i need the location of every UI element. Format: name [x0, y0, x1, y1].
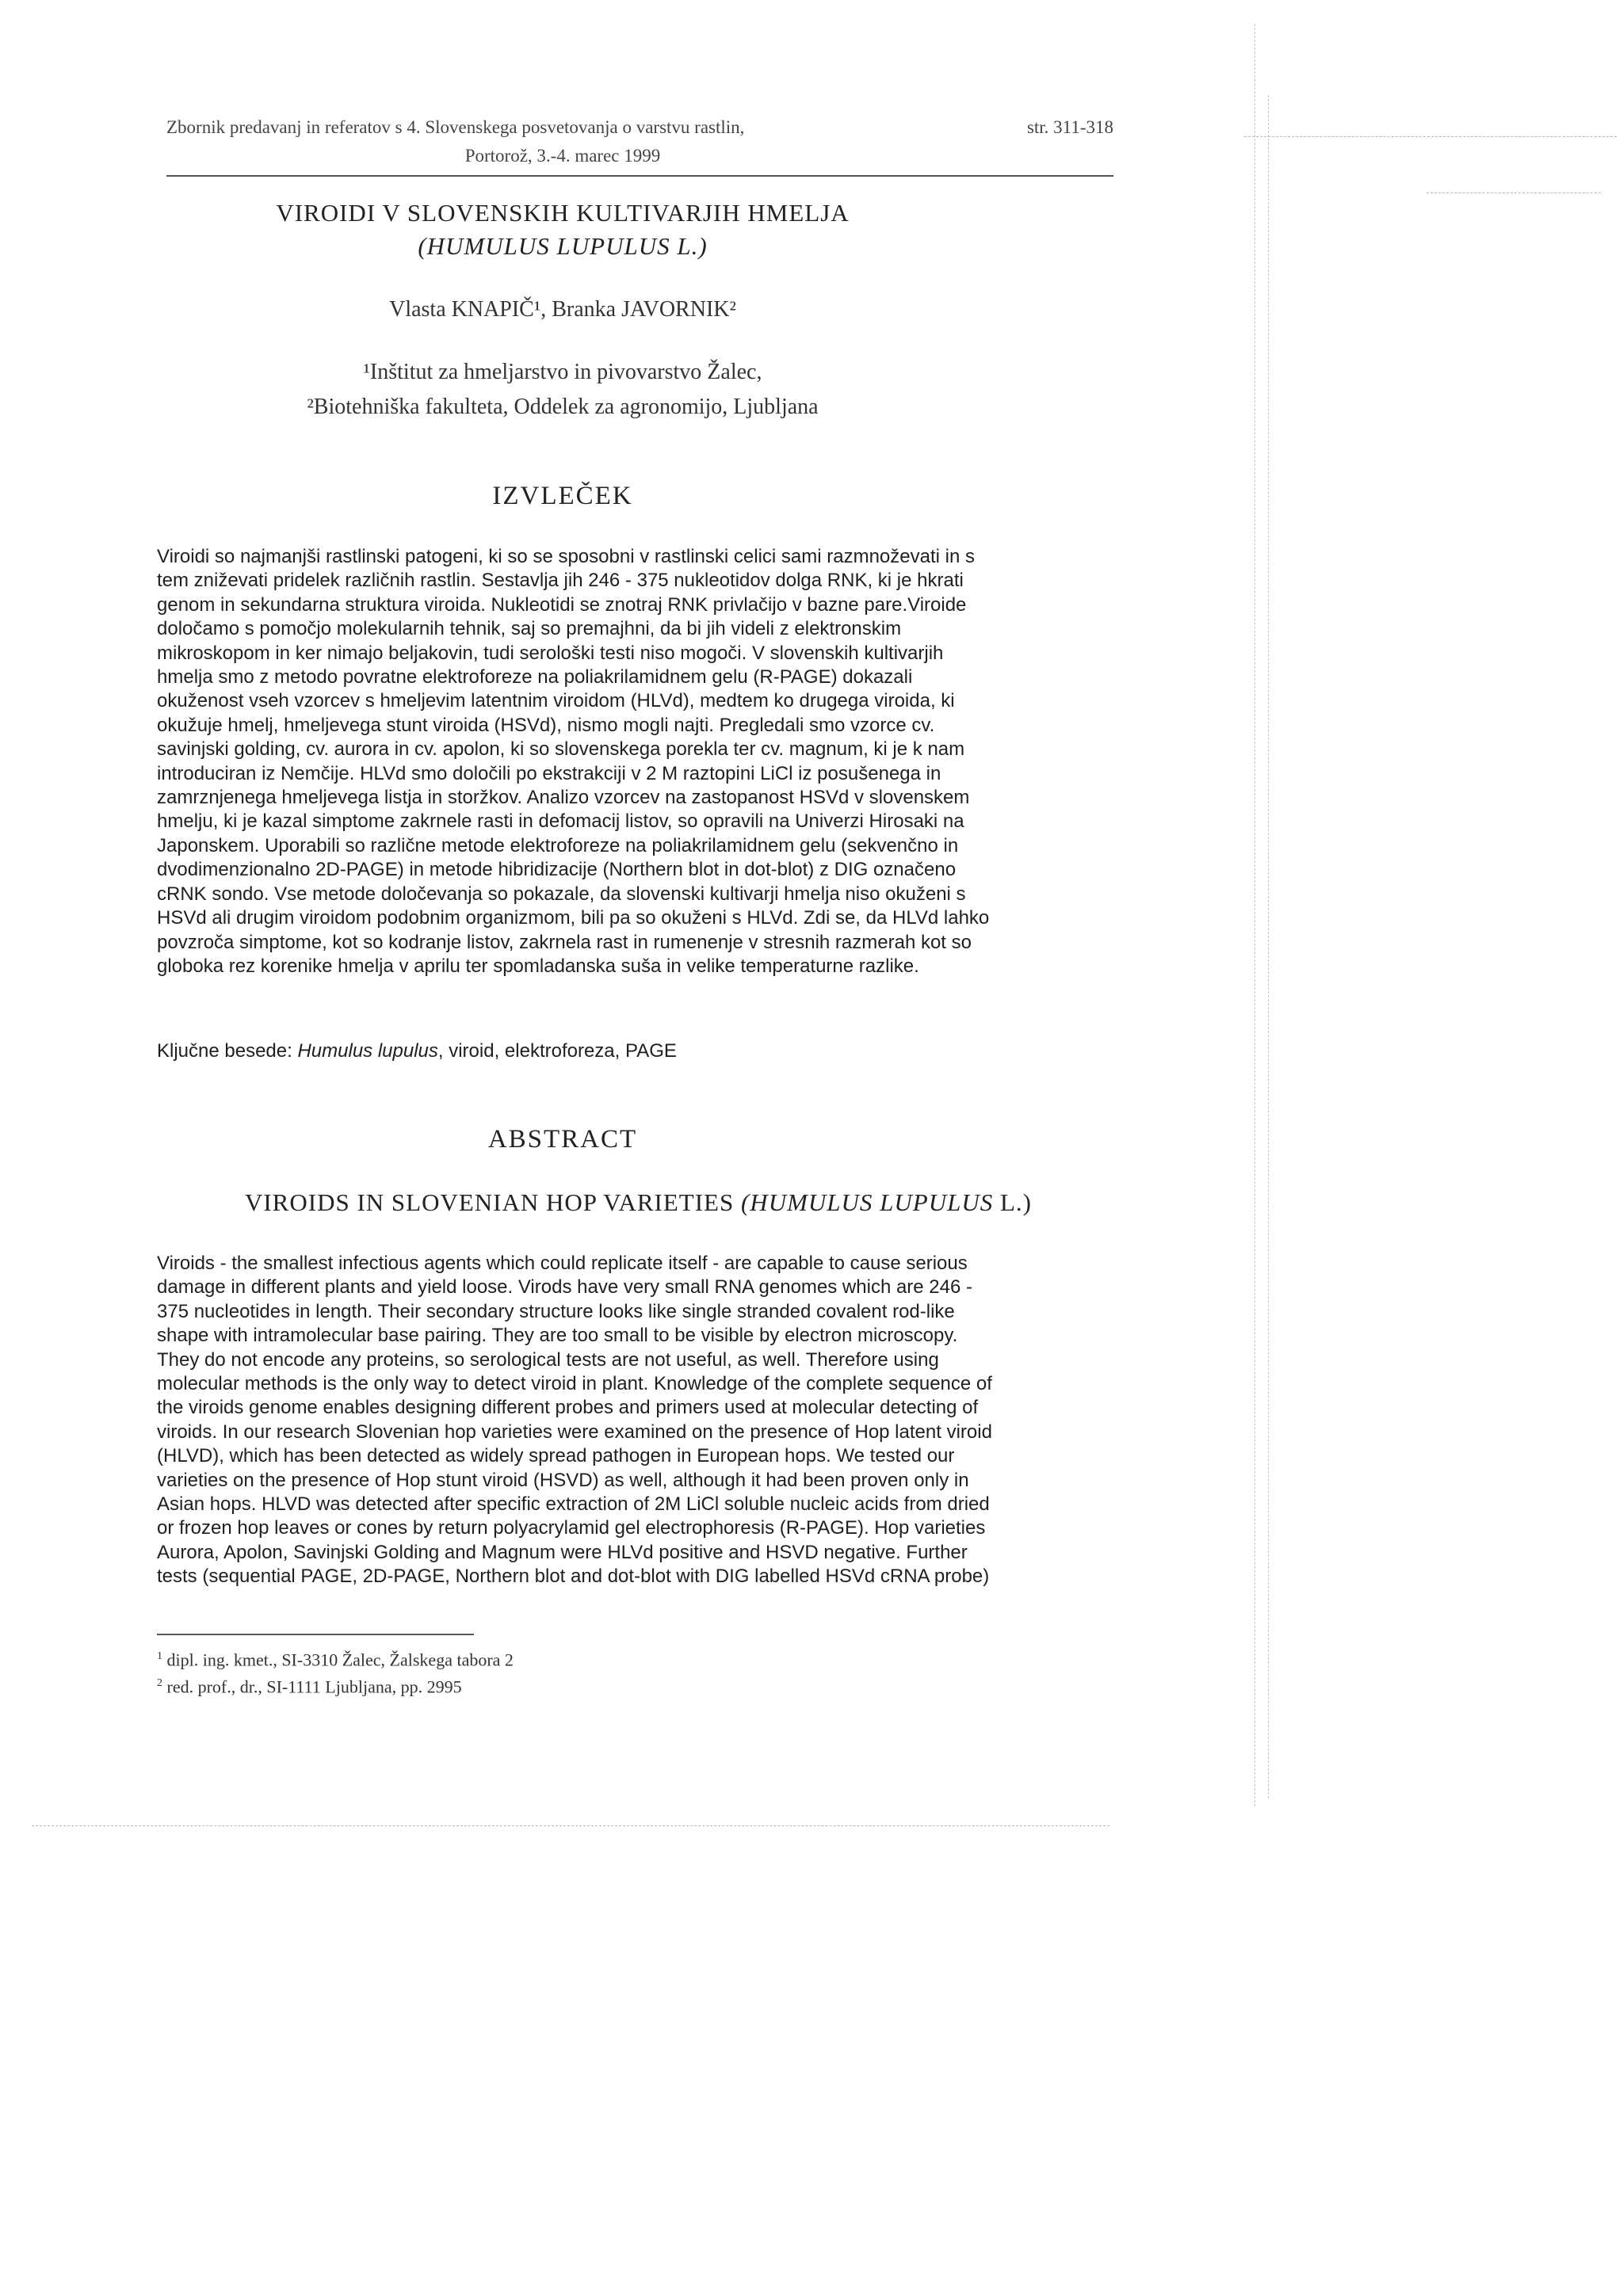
- izvlecek-line: cRNK sondo. Vse metode določevanja so pokazale, da slovenski kultivarji hmelja niso okuženi s: [157, 883, 966, 905]
- abstract-line: shape with intramolecular base pairing. They are too small to be visible by electron microscopy.: [157, 1325, 958, 1347]
- footnote-mark: 1: [157, 1650, 162, 1662]
- keywords-label: Ključne besede:: [157, 1040, 292, 1062]
- izvlecek-line: dvodimenzionalno 2D-PAGE) in metode hibridizacije (Northern blot in dot-blot) z DIG označeno: [157, 859, 957, 881]
- page-range: str. 311-318: [1026, 117, 1113, 137]
- izvlecek-line: okuženost vseh vzorcev s hmeljevim latentnim viroidom (HLVd), medtem ko drugega viroida, ki: [157, 690, 955, 712]
- izvlecek-line: introduciran iz Nemčije. HLVd smo določili po ekstrakciji v 2 M raztopini LiCl iz posušenega in: [157, 762, 941, 784]
- izvlecek-line: hmelju, ki je kazal simptome zakrnele rasti in defomacij listov, so opravili na Univerzi Hirosaki na: [157, 810, 964, 833]
- footnotes: [157, 1645, 514, 1699]
- abstract-line: the viroids genome enables designing different probes and primers used at molecular detecting of: [157, 1397, 979, 1419]
- keywords-rest: , viroid, elektroforeza, PAGE: [437, 1040, 677, 1062]
- abstract-line: Viroids - the smallest infectious agents which could replicate itself - are capable to cause serious: [157, 1253, 968, 1274]
- keywords-species: Humulus lupulus: [297, 1040, 438, 1062]
- affiliation-1: ¹Inštitut za hmeljarstvo in pivovarstvo Žalec,: [363, 360, 762, 384]
- abstract-heading: ABSTRACT: [487, 1125, 638, 1154]
- footnote-text: dipl. ing. kmet., SI-3310 Žalec, Žalskega tabora 2: [166, 1650, 514, 1670]
- header-rule: [166, 175, 1113, 177]
- abstract-line: damage in different plants and yield loose. Virods have very small RNA genomes which are 246 -: [157, 1276, 973, 1299]
- keywords: [157, 1040, 677, 1062]
- scan-edge-horizontal: [32, 1825, 1109, 1826]
- scan-edge-vertical: [1268, 95, 1269, 1798]
- authors: Vlasta KNAPIČ¹, Branka JAVORNIK²: [389, 297, 736, 322]
- abstract-line: 375 nucleotides in length. Their secondary structure looks like single stranded covalent rod-like: [157, 1300, 955, 1322]
- abstract-line: viroids. In our research Slovenian hop varieties were examined on the presence of Hop latent viroid: [157, 1421, 992, 1443]
- abstract-line: tests (sequential PAGE, 2D-PAGE, Northern blot and dot-blot with DIG labelled HSVd cRNA probe): [157, 1566, 990, 1588]
- izvlecek-line: HSVd ali drugim viroidom podobnim organizmom, bili pa so okuženi s HLVd. Zdi se, da HLVd lahko: [157, 907, 990, 929]
- paper-title-english: [157, 1188, 1120, 1217]
- footnote-text: red. prof., dr., SI-1111 Ljubljana, pp. 2995: [166, 1676, 462, 1697]
- abstract-line: (HLVD), which has been detected as widely spread pathogen in European hops. We tested our: [157, 1445, 955, 1467]
- footnote-rule: [157, 1634, 474, 1635]
- izvlecek-line: globoka rez korenike hmelja v aprilu ter spomladanska suša in velike temperaturne razlike.: [157, 955, 919, 977]
- abstract-line: Aurora, Apolon, Savinjski Golding and Magnum were HLVd positive and HSVD negative. Further: [157, 1541, 968, 1563]
- izvlecek-line: hmelja smo z metodo povratne elektroforeze na poliakrilamidnem gelu (R-PAGE) dokazali: [157, 666, 913, 688]
- paper-title-slovene: [166, 196, 959, 263]
- journal-citation: Zbornik predavanj in referatov s 4. Slovenskega posvetovanja o varstvu rastlin,: [166, 117, 745, 137]
- affiliations: [166, 355, 959, 425]
- izvlecek-line: savinjski golding, cv. aurora in cv. apolon, ki so slovenskega porekla ter cv. magnum, ki je k nam: [157, 738, 965, 761]
- footnote-1: [157, 1645, 514, 1672]
- abstract-line: They do not encode any proteins, so serological tests are not useful, as well. Therefore using: [157, 1348, 939, 1371]
- affiliation-2: ²Biotehniška fakulteta, Oddelek za agronomijo, Ljubljana: [307, 395, 819, 419]
- izvlecek-line: zamrznjenega hmeljevega listja in storžkov. Analizo vzorcev na zastopanost HSVd v slovenskem: [157, 787, 970, 809]
- abstract-line: molecular methods is the only way to detect viroid in plant. Knowledge of the complete sequence of: [157, 1373, 992, 1395]
- eng-title-main: VIROIDS IN SLOVENIAN HOP VARIETIES: [244, 1188, 741, 1216]
- scan-edge-vertical: [1254, 24, 1255, 1806]
- izvlecek-line: povzroča simptome, kot so kodranje listov, zakrnela rast in rumenenje v stresnih razmerah kot so: [157, 931, 972, 953]
- izvlecek-line: okužuje hmelj, hmeljevega stunt viroida (HSVd), nismo mogli najti. Pregledali smo vzorce cv.: [157, 714, 935, 736]
- scan-edge-horizontal: [1244, 136, 1617, 137]
- conference-place-date: Portorož, 3.-4. marec 1999: [464, 146, 661, 166]
- abstract-line: or frozen hop leaves or cones by return polyacrylamid gel electrophoresis (R-PAGE). Hop varieties: [157, 1517, 986, 1539]
- izvlecek-line: Japonskem. Uporabili so različne metode elektroforeze na poliakrilamidnem gelu (sekvenčno in: [157, 834, 959, 856]
- abstract-line: varieties on the presence of Hop stunt viroid (HSVD) as well, although it had been proven only in: [157, 1469, 969, 1491]
- izvlecek-line: mikroskopom in ker nimajo beljakovin, tudi serološki testi niso mogoči. V slovenskih kultivarjih: [157, 642, 944, 664]
- title-line-2: (HUMULUS LUPULUS L.): [418, 232, 708, 260]
- footnote-2: [157, 1672, 514, 1699]
- eng-title-end: L.): [993, 1188, 1033, 1216]
- eng-title-species: (HUMULUS LUPULUS: [740, 1188, 994, 1216]
- izvlecek-line: genom in sekundarna struktura viroida. Nukleotidi se znotraj RNK privlačijo v bazne pare.Viroide: [157, 593, 967, 616]
- izvlecek-line: tem zniževati pridelek različnih rastlin. Sestavlja jih 246 - 375 nukleotidov dolga RNK, ki je hkrati: [157, 570, 964, 592]
- izvlecek-line: določamo s pomočjo molekularnih tehnik, saj so premajhni, da bi jih videli z elektronskim: [157, 618, 902, 640]
- title-line-1: VIROIDI V SLOVENSKIH KULTIVARJIH HMELJA: [276, 199, 850, 227]
- running-header: [166, 113, 1113, 172]
- footnote-mark: 2: [157, 1677, 162, 1690]
- izvlecek-body: [157, 545, 1120, 978]
- izvlecek-heading: IZVLEČEK: [492, 482, 633, 510]
- abstract-line: Asian hops. HLVD was detected after specific extraction of 2M LiCl soluble nucleic acids from dried: [157, 1493, 990, 1516]
- abstract-body: [157, 1252, 1120, 1589]
- izvlecek-line: Viroidi so najmanjši rastlinski patogeni, ki so se sposobni v rastlinski celici sami razmnoževati in s: [157, 546, 975, 567]
